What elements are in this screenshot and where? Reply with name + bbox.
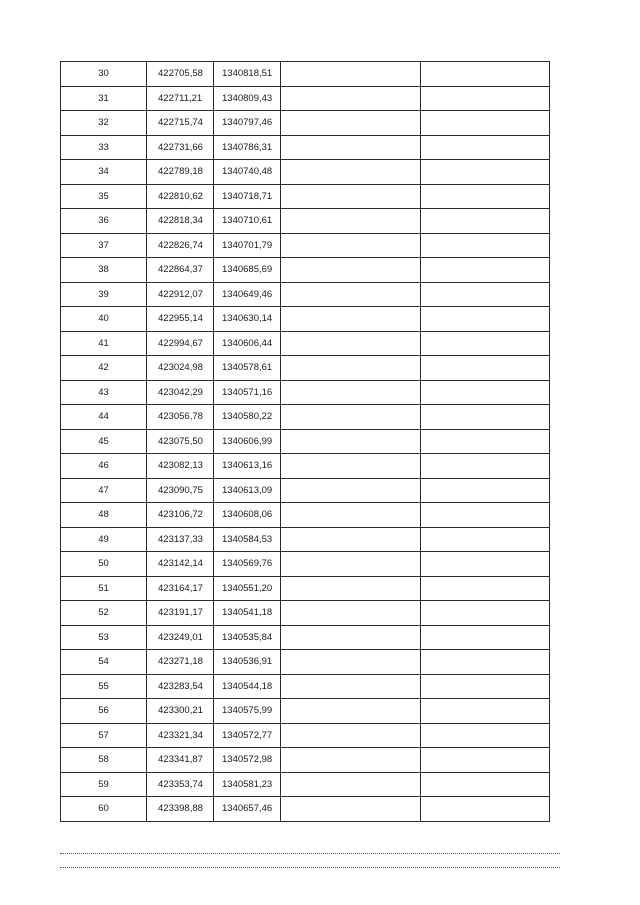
table-row xyxy=(61,797,550,822)
empty-cell xyxy=(421,478,550,503)
empty-cell xyxy=(281,478,421,503)
table-row xyxy=(61,86,550,111)
empty-cell xyxy=(281,209,421,234)
x-coordinate-cell: 422731,66 xyxy=(147,135,214,160)
y-coordinate-cell: 1340551,20 xyxy=(214,576,281,601)
table-row xyxy=(61,454,550,479)
empty-cell xyxy=(421,699,550,724)
table-row xyxy=(61,209,550,234)
table-row xyxy=(61,674,550,699)
empty-cell xyxy=(281,772,421,797)
y-coordinate-cell: 1340535,84 xyxy=(214,625,281,650)
x-coordinate-cell: 422994,67 xyxy=(147,331,214,356)
empty-cell xyxy=(281,503,421,528)
table-row xyxy=(61,625,550,650)
y-coordinate-cell: 1340649,46 xyxy=(214,282,281,307)
empty-cell xyxy=(421,625,550,650)
empty-cell xyxy=(281,405,421,430)
empty-cell xyxy=(421,380,550,405)
x-coordinate-cell: 423271,18 xyxy=(147,650,214,675)
empty-cell xyxy=(421,233,550,258)
point-number-cell: 49 xyxy=(61,527,147,552)
table-row xyxy=(61,282,550,307)
x-coordinate-cell: 423075,50 xyxy=(147,429,214,454)
table-row xyxy=(61,576,550,601)
y-coordinate-cell: 1340797,46 xyxy=(214,111,281,136)
empty-cell xyxy=(421,674,550,699)
empty-cell xyxy=(281,650,421,675)
empty-cell xyxy=(281,331,421,356)
point-number-cell: 30 xyxy=(61,62,147,87)
x-coordinate-cell: 422789,18 xyxy=(147,160,214,185)
empty-cell xyxy=(281,454,421,479)
empty-cell xyxy=(281,748,421,773)
point-number-cell: 51 xyxy=(61,576,147,601)
table-row xyxy=(61,233,550,258)
y-coordinate-cell: 1340786,31 xyxy=(214,135,281,160)
x-coordinate-cell: 423353,74 xyxy=(147,772,214,797)
point-number-cell: 46 xyxy=(61,454,147,479)
empty-cell xyxy=(281,160,421,185)
y-coordinate-cell: 1340544,18 xyxy=(214,674,281,699)
empty-cell xyxy=(421,748,550,773)
empty-cell xyxy=(281,258,421,283)
table-row xyxy=(61,331,550,356)
point-number-cell: 53 xyxy=(61,625,147,650)
x-coordinate-cell: 422705,58 xyxy=(147,62,214,87)
point-number-cell: 31 xyxy=(61,86,147,111)
empty-cell xyxy=(421,772,550,797)
empty-cell xyxy=(421,160,550,185)
x-coordinate-cell: 423082,13 xyxy=(147,454,214,479)
empty-cell xyxy=(421,503,550,528)
point-number-cell: 58 xyxy=(61,748,147,773)
x-coordinate-cell: 423090,75 xyxy=(147,478,214,503)
y-coordinate-cell: 1340572,98 xyxy=(214,748,281,773)
x-coordinate-cell: 423300,21 xyxy=(147,699,214,724)
empty-cell xyxy=(281,601,421,626)
point-number-cell: 37 xyxy=(61,233,147,258)
empty-cell xyxy=(421,576,550,601)
table-row xyxy=(61,429,550,454)
coordinates-table-body xyxy=(61,62,550,822)
empty-cell xyxy=(281,527,421,552)
y-coordinate-cell: 1340630,14 xyxy=(214,307,281,332)
point-number-cell: 48 xyxy=(61,503,147,528)
table-row xyxy=(61,258,550,283)
x-coordinate-cell: 422715,74 xyxy=(147,111,214,136)
x-coordinate-cell: 423249,01 xyxy=(147,625,214,650)
empty-cell xyxy=(281,723,421,748)
empty-cell xyxy=(281,62,421,87)
point-number-cell: 39 xyxy=(61,282,147,307)
empty-cell xyxy=(281,135,421,160)
y-coordinate-cell: 1340809,43 xyxy=(214,86,281,111)
table-row xyxy=(61,601,550,626)
y-coordinate-cell: 1340606,44 xyxy=(214,331,281,356)
point-number-cell: 42 xyxy=(61,356,147,381)
point-number-cell: 55 xyxy=(61,674,147,699)
empty-cell xyxy=(421,331,550,356)
x-coordinate-cell: 423164,17 xyxy=(147,576,214,601)
y-coordinate-cell: 1340701,79 xyxy=(214,233,281,258)
table-row xyxy=(61,772,550,797)
empty-cell xyxy=(281,674,421,699)
coordinates-table xyxy=(60,61,550,822)
footer-dotted-line-bottom xyxy=(60,867,560,868)
empty-cell xyxy=(281,233,421,258)
empty-cell xyxy=(421,454,550,479)
empty-cell xyxy=(281,552,421,577)
empty-cell xyxy=(281,307,421,332)
y-coordinate-cell: 1340578,61 xyxy=(214,356,281,381)
x-coordinate-cell: 423191,17 xyxy=(147,601,214,626)
x-coordinate-cell: 423024,98 xyxy=(147,356,214,381)
point-number-cell: 35 xyxy=(61,184,147,209)
empty-cell xyxy=(281,797,421,822)
empty-cell xyxy=(421,258,550,283)
x-coordinate-cell: 423137,33 xyxy=(147,527,214,552)
y-coordinate-cell: 1340685,69 xyxy=(214,258,281,283)
y-coordinate-cell: 1340710,61 xyxy=(214,209,281,234)
y-coordinate-cell: 1340572,77 xyxy=(214,723,281,748)
x-coordinate-cell: 423341,87 xyxy=(147,748,214,773)
x-coordinate-cell: 423398,88 xyxy=(147,797,214,822)
table-row xyxy=(61,160,550,185)
point-number-cell: 36 xyxy=(61,209,147,234)
empty-cell xyxy=(421,650,550,675)
table-row xyxy=(61,552,550,577)
x-coordinate-cell: 423056,78 xyxy=(147,405,214,430)
empty-cell xyxy=(281,356,421,381)
empty-cell xyxy=(421,62,550,87)
empty-cell xyxy=(421,282,550,307)
point-number-cell: 34 xyxy=(61,160,147,185)
point-number-cell: 47 xyxy=(61,478,147,503)
empty-cell xyxy=(421,797,550,822)
table-row xyxy=(61,748,550,773)
y-coordinate-cell: 1340581,23 xyxy=(214,772,281,797)
x-coordinate-cell: 422864,37 xyxy=(147,258,214,283)
empty-cell xyxy=(281,111,421,136)
empty-cell xyxy=(281,380,421,405)
empty-cell xyxy=(421,184,550,209)
y-coordinate-cell: 1340657,46 xyxy=(214,797,281,822)
empty-cell xyxy=(421,723,550,748)
table-row xyxy=(61,405,550,430)
point-number-cell: 52 xyxy=(61,601,147,626)
table-row xyxy=(61,380,550,405)
y-coordinate-cell: 1340606,99 xyxy=(214,429,281,454)
point-number-cell: 33 xyxy=(61,135,147,160)
table-row xyxy=(61,527,550,552)
empty-cell xyxy=(281,429,421,454)
point-number-cell: 41 xyxy=(61,331,147,356)
table-row xyxy=(61,478,550,503)
table-row xyxy=(61,62,550,87)
empty-cell xyxy=(281,86,421,111)
table-row xyxy=(61,503,550,528)
y-coordinate-cell: 1340613,09 xyxy=(214,478,281,503)
y-coordinate-cell: 1340613,16 xyxy=(214,454,281,479)
y-coordinate-cell: 1340718,71 xyxy=(214,184,281,209)
x-coordinate-cell: 422810,62 xyxy=(147,184,214,209)
empty-cell xyxy=(421,135,550,160)
y-coordinate-cell: 1340580,22 xyxy=(214,405,281,430)
table-row xyxy=(61,699,550,724)
point-number-cell: 38 xyxy=(61,258,147,283)
table-row xyxy=(61,723,550,748)
empty-cell xyxy=(421,356,550,381)
table-row xyxy=(61,307,550,332)
point-number-cell: 43 xyxy=(61,380,147,405)
y-coordinate-cell: 1340541,18 xyxy=(214,601,281,626)
point-number-cell: 44 xyxy=(61,405,147,430)
x-coordinate-cell: 423321,34 xyxy=(147,723,214,748)
empty-cell xyxy=(281,576,421,601)
point-number-cell: 60 xyxy=(61,797,147,822)
y-coordinate-cell: 1340740,48 xyxy=(214,160,281,185)
empty-cell xyxy=(281,184,421,209)
x-coordinate-cell: 422818,34 xyxy=(147,209,214,234)
empty-cell xyxy=(421,601,550,626)
point-number-cell: 50 xyxy=(61,552,147,577)
x-coordinate-cell: 422711,21 xyxy=(147,86,214,111)
point-number-cell: 54 xyxy=(61,650,147,675)
table-row xyxy=(61,650,550,675)
empty-cell xyxy=(421,209,550,234)
table-row xyxy=(61,135,550,160)
point-number-cell: 56 xyxy=(61,699,147,724)
x-coordinate-cell: 423283,54 xyxy=(147,674,214,699)
empty-cell xyxy=(421,552,550,577)
x-coordinate-cell: 422826,74 xyxy=(147,233,214,258)
empty-cell xyxy=(281,282,421,307)
point-number-cell: 45 xyxy=(61,429,147,454)
table-row xyxy=(61,184,550,209)
x-coordinate-cell: 423042,29 xyxy=(147,380,214,405)
empty-cell xyxy=(281,625,421,650)
empty-cell xyxy=(421,405,550,430)
y-coordinate-cell: 1340536,91 xyxy=(214,650,281,675)
empty-cell xyxy=(421,527,550,552)
empty-cell xyxy=(421,429,550,454)
point-number-cell: 57 xyxy=(61,723,147,748)
table-row xyxy=(61,356,550,381)
x-coordinate-cell: 423106,72 xyxy=(147,503,214,528)
point-number-cell: 32 xyxy=(61,111,147,136)
y-coordinate-cell: 1340575,99 xyxy=(214,699,281,724)
empty-cell xyxy=(421,111,550,136)
y-coordinate-cell: 1340569,76 xyxy=(214,552,281,577)
x-coordinate-cell: 422955,14 xyxy=(147,307,214,332)
y-coordinate-cell: 1340608,06 xyxy=(214,503,281,528)
y-coordinate-cell: 1340571,16 xyxy=(214,380,281,405)
empty-cell xyxy=(281,699,421,724)
point-number-cell: 59 xyxy=(61,772,147,797)
x-coordinate-cell: 423142,14 xyxy=(147,552,214,577)
y-coordinate-cell: 1340818,51 xyxy=(214,62,281,87)
footer-dotted-line-top xyxy=(60,853,560,854)
y-coordinate-cell: 1340584,53 xyxy=(214,527,281,552)
point-number-cell: 40 xyxy=(61,307,147,332)
empty-cell xyxy=(421,86,550,111)
table-row xyxy=(61,111,550,136)
x-coordinate-cell: 422912,07 xyxy=(147,282,214,307)
empty-cell xyxy=(421,307,550,332)
